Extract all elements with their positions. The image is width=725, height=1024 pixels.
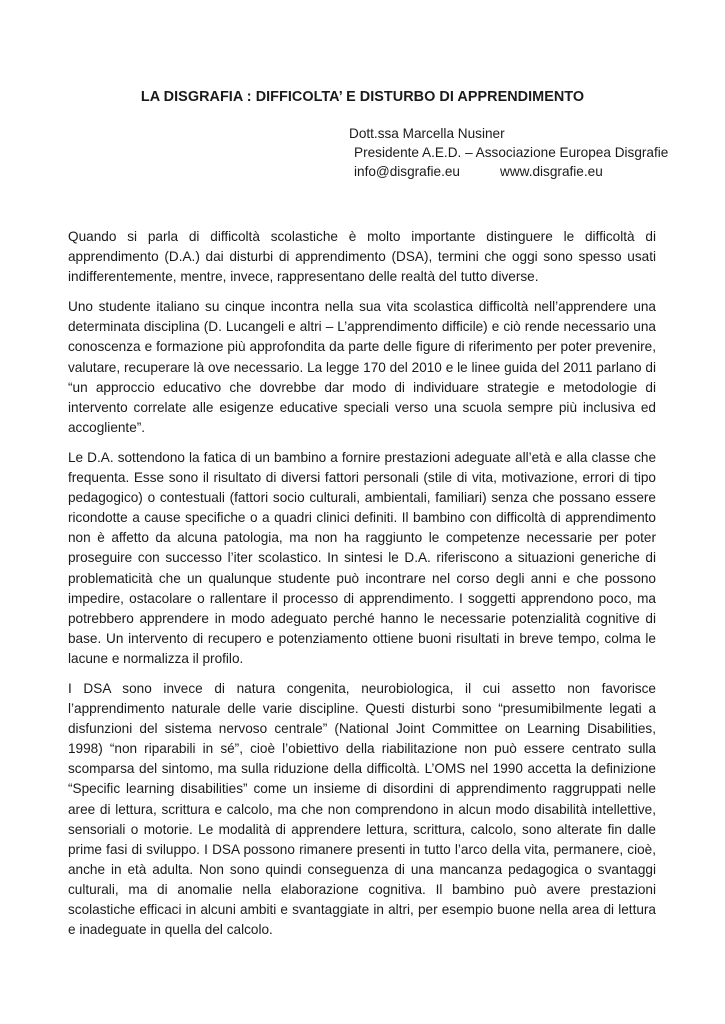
document-body [68,227,656,950]
paragraph-2: Uno studente italiano su cinque incontra nella sua vita scolastica difficoltà nell’apprendere una determinata disciplina (D. Lucangeli e altri – L’apprendimento difficile) e ciò rende necessario una conoscenza e formazione più approfondita da parte delle figure di riferimento per poter prevenire, valutare, recuperare là ove necessario. La legge 170 del 2010 e le linee guida del 2011 parlano di “un approccio educativo che dovrebbe dar modo di individuare strategie e metodologie di intervento correlate alle esigenze educative speciali verso una scuola sempre più inclusiva ed accogliente”. [68,299,656,435]
author-contacts [349,162,668,181]
author-website[interactable]: www.disgrafie.eu [500,164,603,179]
author-role: Presidente A.E.D. – Associazione Europea Disgrafie [354,145,669,160]
author-block [349,124,668,181]
paragraph-1: Quando si parla di difficoltà scolastiche è molto importante distinguere le difficoltà di apprendimento (D.A.) dai disturbi di apprendimento (DSA), termini che oggi sono spesso usati indifferentemente, mentre, invece, rappresentano delle realtà del tutto diverse. [68,229,656,285]
document-title: LA DISGRAFIA : DIFFICOLTA’ E DISTURBO DI APPRENDIMENTO [140,89,585,105]
paragraph-3: Le D.A. sottendono la fatica di un bambino a fornire prestazioni adeguate all’età e alla classe che frequenta. Esse sono il risultato di diversi fattori personali (stile di vita, motivazione, errori di tipo pedagogico) o contestuali (fattori socio culturali, ambientali, familiari) senza che possano essere ricondotte a cause specifiche o a quadri clinici definiti. Il bambino con difficoltà di apprendimento non è affetto da alcuna patologia, ma non ha raggiunto le competenze necessarie per poter proseguire con successo l’iter scolastico. In sintesi le D.A. riferiscono a situazioni generiche di problematicità che un qualunque studente può incontrare nel corso degli anni e che possono impedire, ostacolare o rallentare il processo di apprendimento. I soggetti apprendono poco, ma potrebbero apprendere in modo adeguato perché hanno le necessarie potenzialità cognitive di base. Un intervento di recupero e potenziamento ottiene buoni risultati in breve tempo, colma le lacune e normalizza il profilo. [68,449,656,666]
author-name: Dott.ssa Marcella Nusiner [349,126,505,141]
author-email[interactable]: info@disgrafie.eu [354,164,460,179]
paragraph-4: I DSA sono invece di natura congenita, neurobiologica, il cui assetto non favorisce l’apprendimento naturale delle varie discipline. Questi disturbi sono “presumibilmente legati a disfunzioni del sistema nervoso centrale” (National Joint Committee on Learning Disabilities, 1998) “non riparabili in sé”, cioè l’obiettivo della riabilitazione non può essere centrato sulla scomparsa del sintomo, ma sulla riduzione della difficoltà. L’OMS nel 1990 accetta la definizione “Specific learning disabilities” come un insieme di disordini di apprendimento raggruppati nelle aree di lettura, scrittura e calcolo, ma che non comprendono in alcun modo disabilità intellettive, sensoriali o motorie. Le modalità di apprendere lettura, scrittura, calcolo, sono alterate fin dalle prime fasi di sviluppo. I DSA possono rimanere presenti in tutto l’arco della vita, permanere, cioè, anche in età adulta. Non sono quindi conseguenza di una mancanza pedagogica o svantaggi culturali, ma di anomalie nella elaborazione cognitiva. Il bambino può avere prestazioni scolastiche efficaci in alcuni ambiti e svantaggiate in altri, per esempio buone nella area di lettura e inadeguate in quella del calcolo. [68,680,656,938]
